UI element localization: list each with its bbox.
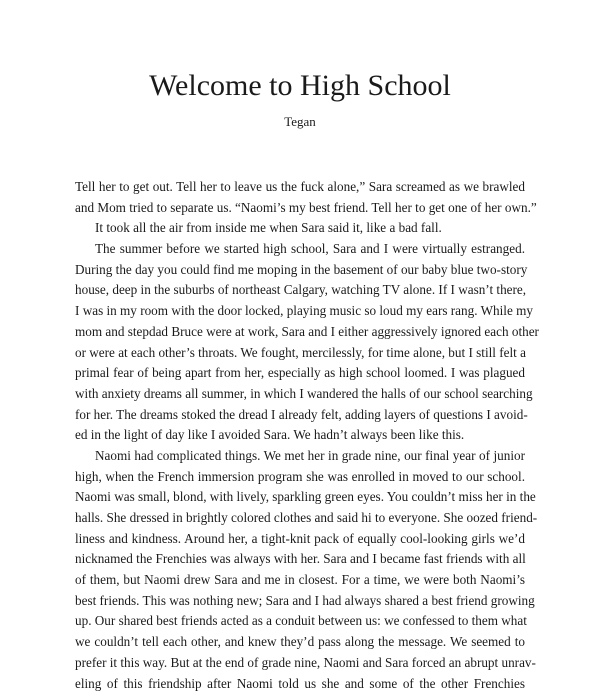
body-line: prefer it this way. But at the end of grade nine, Naomi and Sara forced an abrupt unrav- bbox=[75, 653, 525, 674]
body-line: primal fear of being apart from her, especially as high school loomed. I was plagued bbox=[75, 363, 525, 384]
body-line: of them, but Naomi drew Sara and me in closest. For a time, we were both Naomi’s bbox=[75, 570, 525, 591]
body-line: I was in my room with the door locked, playing music so loud my ears rang. While my bbox=[75, 301, 525, 322]
body-line: It took all the air from inside me when Sara said it, like a bad fall. bbox=[75, 218, 525, 239]
body-line: mom and stepdad Bruce were at work, Sara and I either aggressively ignored each other bbox=[75, 322, 525, 343]
body-line: and Mom tried to separate us. “Naomi’s my best friend. Tell her to get one of her own.” bbox=[75, 198, 525, 219]
body-line: or were at each other’s throats. We fought, mercilessly, for time alone, but I still felt a bbox=[75, 343, 525, 364]
body-line: high, when the French immersion program she was enrolled in moved to our school. bbox=[75, 467, 525, 488]
body-line: ed in the light of day like I avoided Sara. We hadn’t always been like this. bbox=[75, 425, 525, 446]
chapter-body bbox=[75, 177, 525, 694]
body-line: liness and kindness. Around her, a tight-knit pack of equally cool-looking girls we’d bbox=[75, 529, 525, 550]
body-line: best friends. This was nothing new; Sara and I had always shared a best friend growing bbox=[75, 591, 525, 612]
body-line: The summer before we started high school, Sara and I were virtually estranged. bbox=[75, 239, 525, 260]
chapter-author: Tegan bbox=[0, 114, 600, 130]
body-line: for her. The dreams stoked the dread I already felt, adding layers of questions I avoid- bbox=[75, 405, 525, 426]
body-line: During the day you could find me moping in the basement of our baby blue two-story bbox=[75, 260, 525, 281]
body-line: halls. She dressed in brightly colored clothes and said hi to everyone. She oozed friend- bbox=[75, 508, 525, 529]
body-line: house, deep in the suburbs of northeast Calgary, watching TV alone. If I wasn’t there, bbox=[75, 280, 525, 301]
body-line: nicknamed the Frenchies was always with her. Sara and I became fast friends with all bbox=[75, 549, 525, 570]
body-line: we couldn’t tell each other, and knew they’d pass along the message. We seemed to bbox=[75, 632, 525, 653]
chapter-title: Welcome to High School bbox=[0, 68, 600, 104]
body-line: Naomi was small, blond, with lively, sparkling green eyes. You couldn’t miss her in the bbox=[75, 487, 525, 508]
body-line: Naomi had complicated things. We met her in grade nine, our final year of junior bbox=[75, 446, 525, 467]
body-line: up. Our shared best friends acted as a conduit between us: we confessed to them what bbox=[75, 611, 525, 632]
body-line: with anxiety dreams all summer, in which I wandered the halls of our school searching bbox=[75, 384, 525, 405]
body-line: Tell her to get out. Tell her to leave us the fuck alone,” Sara screamed as we brawled bbox=[75, 177, 525, 198]
body-line: eling of this friendship after Naomi told us she and some of the other Frenchies bbox=[75, 674, 525, 694]
